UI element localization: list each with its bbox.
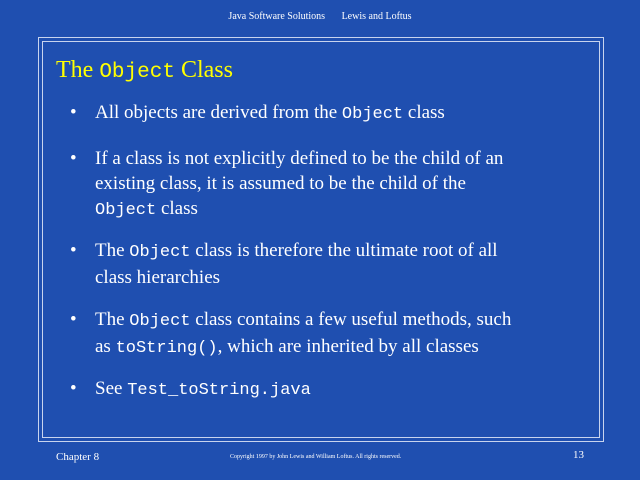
title-suffix: Class [174, 57, 233, 83]
bullet-3 [70, 238, 575, 290]
bullet-4-text-b: class contains a few useful methods, such [190, 309, 512, 330]
footer-copyright: Copyright 1997 by John Lewis and William Loftus. All rights reserved. [230, 454, 402, 460]
header-book-title: Java Software Solutions [228, 11, 326, 22]
bullet-marker: • [70, 102, 77, 123]
bullet-1-code: Object [341, 105, 404, 124]
bullet-5-text: See [95, 378, 128, 399]
bullet-5 [70, 376, 575, 403]
bullet-marker: • [70, 378, 77, 399]
bullet-2 [70, 146, 575, 223]
bullet-4-text-a: The [95, 309, 130, 330]
bullet-4-text-c: as [95, 336, 116, 357]
bullet-4 [70, 307, 575, 361]
bullet-4-line-1 [95, 307, 575, 334]
bullet-2-line-2: existing class, it is assumed to be the child of the [95, 173, 466, 194]
bullet-1-text-b: class [403, 102, 445, 123]
bullet-marker: • [70, 309, 77, 330]
title-prefix: The [56, 57, 100, 83]
bullet-3-code: Object [129, 243, 191, 262]
bullet-3-text-b: class is therefore the ultimate root of all [190, 240, 498, 261]
bullet-4-code-2: toString() [115, 339, 218, 358]
slide-title [56, 56, 233, 87]
bullet-2-line-3 [95, 196, 575, 223]
bullet-4-code: Object [129, 312, 191, 331]
title-code: Object [99, 61, 175, 84]
slide-header [0, 11, 640, 23]
bullet-4-text-d: , which are inherited by all classes [217, 336, 479, 357]
bullet-2-line-1: If a class is not explicitly defined to be the child of an [95, 148, 504, 169]
header-authors: Lewis and Loftus [341, 11, 412, 22]
bullet-3-text-a: The [95, 240, 130, 261]
bullet-5-code: Test_toString.java [127, 381, 311, 400]
bullet-marker: • [70, 148, 77, 169]
footer-chapter: Chapter 8 [56, 451, 100, 463]
bullet-2-text: class [156, 198, 198, 219]
footer-page-number: 13 [573, 449, 584, 461]
bullet-1-text-a: All objects are derived from the [95, 102, 342, 123]
bullet-2-code: Object [95, 201, 157, 220]
bullet-marker: • [70, 240, 77, 261]
bullet-4-line-2 [95, 334, 575, 361]
bullet-3-line-2: class hierarchies [95, 267, 221, 288]
bullet-3-line-1 [95, 238, 575, 265]
bullet-1 [70, 100, 575, 127]
